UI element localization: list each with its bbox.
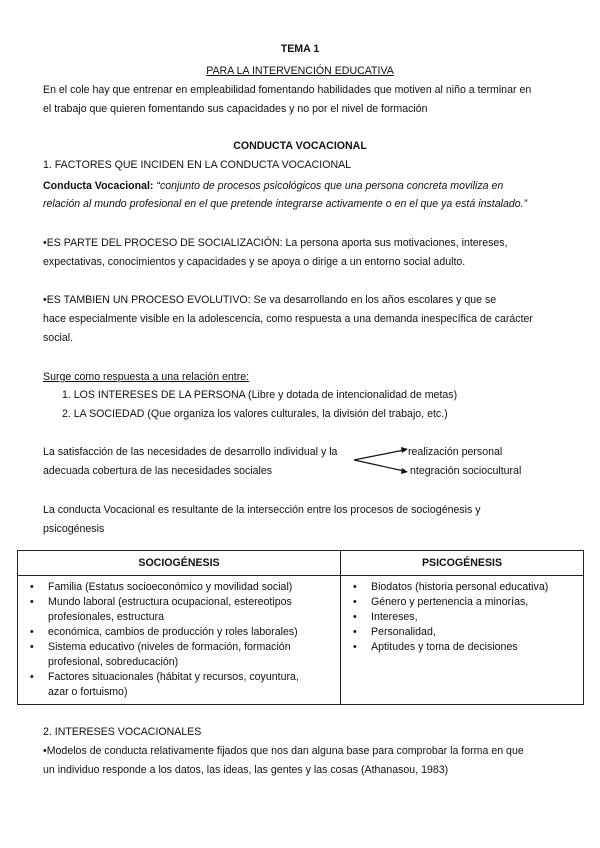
satisfaction-result-social: ntegración sociocultural xyxy=(410,465,522,477)
list-item: • Biodatos (historia personal educativa) xyxy=(371,580,583,595)
definition-line-2: relación al mundo profesional en el que pretende integrarse activamente o en el que ya está instalado.” xyxy=(43,198,528,210)
bullet-evolutive-1: •ES TAMBIEN UN PROCESO EVOLUTIVO: Se va desarrollando en los años escolares y que se xyxy=(43,294,497,306)
list-item: profesionales, estructura xyxy=(48,611,165,623)
bullet-socialization-2: expectativas, conocimientos y capacidades y se apoya o dirige a un entorno social adulto. xyxy=(43,256,466,268)
satisfaction-result-personal: realización personal xyxy=(408,446,503,458)
relation-item-2: 2. LA SOCIEDAD (Que organiza los valores culturales, la división del trabajo, etc.) xyxy=(62,408,448,420)
list-item: • Aptitudes y toma de decisiones xyxy=(371,640,583,655)
intro-line-1: En el cole hay que entrenar en empleabilidad fomentando habilidades que motiven al niño a terminar en xyxy=(43,84,532,96)
heading-factors: 1. FACTORES QUE INCIDEN EN LA CONDUCTA VOCACIONAL xyxy=(43,159,352,171)
result-line-2: psicogénesis xyxy=(43,523,105,535)
psicogenesis-cell xyxy=(341,576,584,705)
definition-term: Conducta Vocacional: xyxy=(43,180,154,192)
list-item: azar o fortuismo) xyxy=(48,686,128,698)
col-header-sociogenesis: SOCIOGÉNESIS xyxy=(18,551,341,576)
fork-arrow-icon xyxy=(352,445,412,475)
list-item: • Factores situacionales (hábitat y recursos, coyuntura, xyxy=(48,670,340,685)
genesis-table xyxy=(17,550,584,705)
intro-line-2: el trabajo que quieren fomentando sus capacidades y no por el nivel de formación xyxy=(43,103,428,115)
bullet-socialization-1: •ES PARTE DEL PROCESO DE SOCIALIZACIÓN: La persona aporta sus motivaciones, intereses, xyxy=(43,237,508,249)
final-line-2: un individuo responde a los datos, las ideas, las gentes y las cosas (Athanasou, 1983) xyxy=(43,764,449,776)
list-item: • Género y pertenencia a minorías, xyxy=(371,595,583,610)
section-title: CONDUCTA VOCACIONAL xyxy=(233,140,367,152)
page-title: TEMA 1 xyxy=(280,43,320,55)
list-item: • Mundo laboral (estructura ocupacional, estereotipos xyxy=(48,595,340,610)
bullet-evolutive-2: hace especialmente visible en la adolescencia, como respuesta a una demanda inespecífica de carácter xyxy=(43,313,533,325)
sociogenesis-cell xyxy=(18,576,341,705)
relation-heading: Surge como respuesta a una relación entre: xyxy=(43,371,250,383)
relation-item-1: 1. LOS INTERESES DE LA PERSONA (Libre y dotada de intencionalidad de metas) xyxy=(62,389,458,401)
sociogenesis-list xyxy=(18,580,340,700)
list-item: • Sistema educativo (niveles de formación, formación xyxy=(48,640,340,655)
definition-text-1: “conjunto de procesos psicológicos que una persona concreta moviliza en xyxy=(156,180,504,192)
list-item: • Intereses, xyxy=(371,610,583,625)
satisfaction-line-2: adecuada cobertura de las necesidades sociales xyxy=(43,465,273,477)
table-body-row xyxy=(18,576,584,705)
list-item: • Familia (Estatus socioeconómico y movilidad social) xyxy=(48,580,340,595)
list-item: • económica, cambios de producción y roles laborales) xyxy=(48,625,340,640)
col-header-psicogenesis: PSICOGÉNESIS xyxy=(341,551,584,576)
table-header-row xyxy=(18,551,584,576)
bullet-evolutive-3: social. xyxy=(43,332,74,344)
heading-interests: 2. INTERESES VOCACIONALES xyxy=(43,726,202,738)
satisfaction-line-1: La satisfacción de las necesidades de desarrollo individual y la xyxy=(43,446,338,458)
list-item: profesional, sobreducación) xyxy=(48,656,179,668)
definition-line-1 xyxy=(43,180,503,193)
psicogenesis-list xyxy=(341,580,583,655)
list-item: • Personalidad, xyxy=(371,625,583,640)
page-subtitle: PARA LA INTERVENCIÓN EDUCATIVA xyxy=(206,65,394,77)
final-line-1: •Modelos de conducta relativamente fijados que nos dan alguna base para comprobar la forma en que xyxy=(43,745,524,757)
result-line-1: La conducta Vocacional es resultante de la intersección entre los procesos de sociogénesis y xyxy=(43,504,481,516)
